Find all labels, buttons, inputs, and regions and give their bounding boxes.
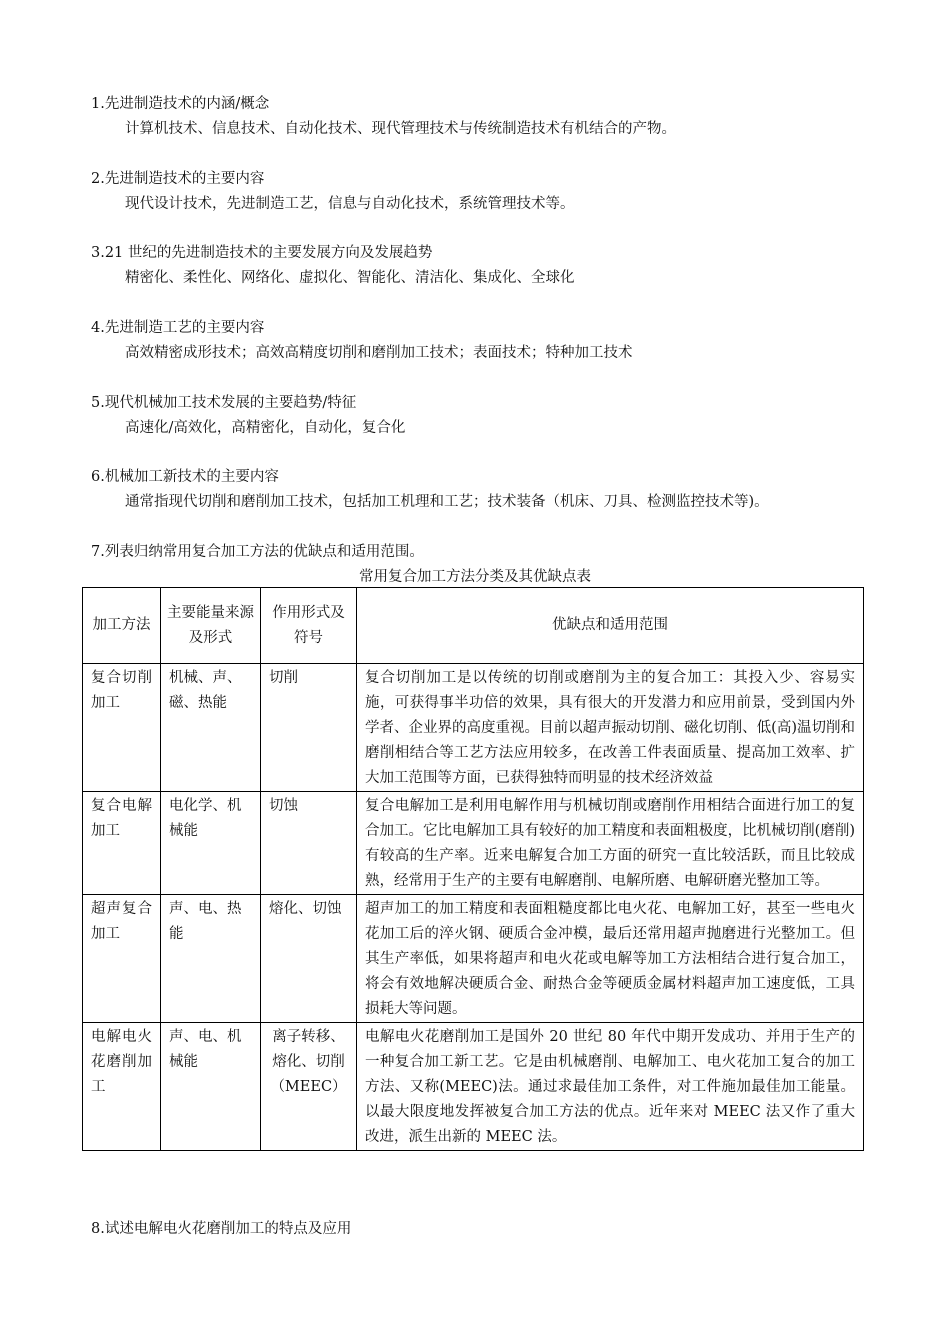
table-row (83, 792, 864, 895)
cell-desc: 复合电解加工是利用电解作用与机械切削或磨削作用相结合面进行加工的复合加工。它比电解加工具有较好的加工精度和表面粗极度，比机械切削(磨削)有较高的生产率。近来电解复合加工方面的研究一直比较活跃，而且比较成熟，经常用于生产的主要有电解磨削、电解所磨、电解研磨光整加工等。 (357, 792, 864, 895)
section-1 (91, 94, 881, 139)
cell-energy: 声、电、热能 (161, 895, 261, 1023)
table-row (83, 664, 864, 792)
answer-text: 精密化、柔性化、网络化、虚拟化、智能化、清洁化、集成化、全球化 (125, 270, 575, 286)
cell-energy: 电化学、机械能 (161, 792, 261, 895)
cell-method: 电解电火花磨削加工 (83, 1023, 161, 1151)
cell-desc: 电解电火花磨削加工是国外 20 世纪 80 年代中期开发成功、并用于生产的一种复合加工新工艺。它是由机械磨削、电解加工、电火花加工复合的加工方法、又称(MEEC)法。通过求最佳加工条件，对工件施加最佳加工能量。以最大限度地发挥被复合加工方法的优点。近年来对 MEEC 法又作了重大改进，派生出新的 MEEC 法。 (357, 1023, 864, 1151)
section-2 (91, 169, 881, 214)
cell-energy: 声、电、机械能 (161, 1023, 261, 1151)
header-desc: 优缺点和适用范围 (357, 588, 864, 664)
composite-machining-table (82, 587, 864, 1151)
question-heading: 2.先进制造技术的主要内容 (91, 171, 265, 187)
cell-form: 熔化、切蚀 (261, 895, 357, 1023)
question-heading: 1.先进制造技术的内涵/概念 (91, 96, 270, 112)
cell-method: 复合切削加工 (83, 664, 161, 792)
table-header-row (83, 588, 864, 664)
answer-text: 高效精密成形技术；高效高精度切削和磨削加工技术；表面技术；特种加工技术 (125, 345, 633, 361)
table-caption: 常用复合加工方法分类及其优缺点表 (359, 569, 591, 585)
section-6 (91, 467, 881, 512)
cell-desc: 复合切削加工是以传统的切削或磨削为主的复合加工：其投入少、容易实施，可获得事半功倍的效果，具有很大的开发潜力和应用前景，受到国内外学者、企业界的高度重视。目前以超声振动切削、磁化切削、低(高)温切削和磨削相结合等工艺方法应用较多，在改善工件表面质量、提高加工效率、扩大加工范围等方面，已获得独特而明显的技术经济效益 (357, 664, 864, 792)
question-heading: 5.现代机械加工技术发展的主要趋势/特征 (91, 395, 357, 411)
question-heading: 4.先进制造工艺的主要内容 (91, 320, 265, 336)
answer-text: 计算机技术、信息技术、自动化技术、现代管理技术与传统制造技术有机结合的产物。 (125, 121, 676, 137)
section-4 (91, 318, 881, 363)
question-heading: 7.列表归纳常用复合加工方法的优缺点和适用范围。 (91, 544, 424, 560)
section-5 (91, 393, 881, 438)
answer-text: 现代设计技术，先进制造工艺，信息与自动化技术，系统管理技术等。 (125, 196, 575, 212)
table-row (83, 895, 864, 1023)
header-form: 作用形式及符号 (261, 588, 357, 664)
cell-method: 复合电解加工 (83, 792, 161, 895)
cell-form: 离子转移、熔化、切削（MEEC） (261, 1023, 357, 1151)
header-energy: 主要能量来源及形式 (161, 588, 261, 664)
cell-desc: 超声加工的加工精度和表面粗糙度都比电火花、电解加工好，甚至一些电火花加工后的淬火钢、硬质合金冲模，最后还常用超声抛磨进行光整加工。但其生产率低，如果将超声和电火花或电解等加工方法相结合进行复合加工，将会有效地解决硬质合金、耐热合金等硬质金属材料超声加工速度低，工具损耗大等问题。 (357, 895, 864, 1023)
section-7 (91, 542, 881, 562)
answer-text: 高速化/高效化，高精密化，自动化，复合化 (125, 420, 406, 436)
question-heading: 8.试述电解电火花磨削加工的特点及应用 (91, 1221, 352, 1237)
cell-energy: 机械、声、磁、热能 (161, 664, 261, 792)
question-heading: 3.21 世纪的先进制造技术的主要发展方向及发展趋势 (91, 245, 433, 261)
cell-method: 超声复合加工 (83, 895, 161, 1023)
cell-form: 切蚀 (261, 792, 357, 895)
answer-text: 通常指现代切削和磨削加工技术，包括加工机理和工艺；技术装备（机床、刀具、检测监控技术等)。 (125, 494, 769, 510)
header-method: 加工方法 (83, 588, 161, 664)
cell-form: 切削 (261, 664, 357, 792)
question-heading: 6.机械加工新技术的主要内容 (91, 469, 279, 485)
section-3 (91, 243, 881, 288)
section-8 (91, 1219, 881, 1239)
table-row (83, 1023, 864, 1151)
